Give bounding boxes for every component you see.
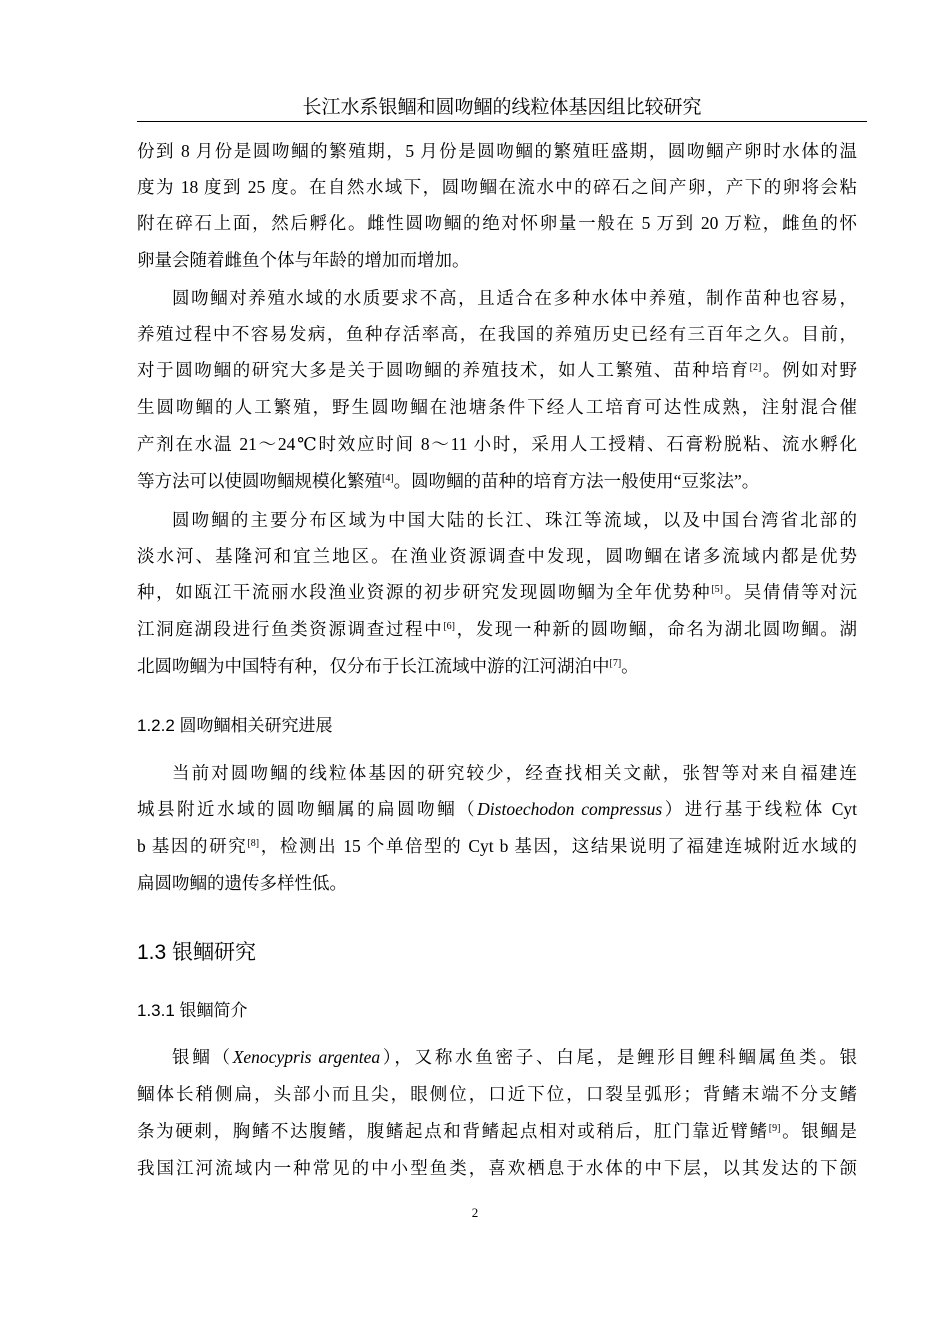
text-run: ）进行基于线粒体 Cyt [662,799,857,819]
text-run: ，发现一种新的圆吻鲴，命名为湖北圆吻鲴。湖 [454,619,858,639]
text-run: 等方法可以使圆吻鲴规模化繁殖 [137,471,382,491]
section-heading: 1.3 银鲴研究 [137,941,257,964]
text-run: 北圆吻鲴为中国特有种，仅分布于长江流域中游的江河湖泊中 [137,656,610,676]
paragraph-line: 当前对圆吻鲴的线粒体基因的研究较少，经查找相关文献，张智等对来自福建连 [172,763,857,783]
paragraph-line: 淡水河、基隆河和宜兰地区。在渔业资源调查中发现，圆吻鲴在诸多流域内都是优势 [137,546,857,566]
running-header: 长江水系银鲴和圆吻鲴的线粒体基因组比较研究 [302,97,702,118]
paragraph-line: 鲴体长稍侧扁，头部小而且尖，眼侧位，口近下位，口裂呈弧形；背鳍末端不分支鳍 [137,1084,857,1104]
text-run: 。 [621,656,639,676]
text-run: 对于圆吻鲴的研究大多是关于圆吻鲴的养殖技术，如人工繁殖、苗种培育 [137,360,750,380]
paragraph-line: 附在碎石上面，然后孵化。雌性圆吻鲴的绝对怀卵量一般在 5 万到 20 万粒，雌鱼的怀 [137,213,857,233]
paragraph-line: 生圆吻鲴的人工繁殖，野生圆吻鲴在池塘条件下经人工培育可达性成熟，注射混合催 [137,397,857,417]
paragraph-line: 养殖过程中不容易发病，鱼种存活率高，在我国的养殖历史已经有三百年之久。目前， [137,324,857,344]
citation-ref: [9] [768,1123,781,1134]
paragraph-line [137,655,857,677]
paragraph-line: 度为 18 度到 25 度。在自然水域下，圆吻鲴在流水中的碎石之间产卵，产下的卵将会粘 [137,177,857,197]
species-name: Xenocypris argentea [232,1047,381,1067]
paragraph-line [137,359,857,381]
text-run: 种，如瓯江干流丽水段渔业资源的初步研究发现圆吻鲴为全年优势种 [137,582,712,602]
citation-ref: [4] [382,473,394,484]
text-run: 条为硬刺，胸鳍不达腹鳍，腹鳍起点和背鳍起点相对或稍后，肛门靠近臂鳍 [137,1121,769,1141]
paragraph-line: 圆吻鲴对养殖水域的水质要求不高，且适合在多种水体中养殖，制作苗种也容易， [172,288,857,308]
text-run: ），又称水鱼密子、白尾，是鲤形目鲤科鲴属鱼类。银 [380,1047,858,1067]
paragraph-line [137,581,857,603]
paragraph-line: 产剂在水温 21～24℃时效应时间 8～11 小时，采用人工授精、石膏粉脱粘、流水孵化 [137,434,857,454]
paragraph-line [137,618,857,640]
citation-ref: [5] [711,584,723,595]
section-heading: 1.2.2 圆吻鲴相关研究进展 [137,716,333,735]
paragraph-line [137,470,857,492]
paragraph-line [137,798,857,820]
text-run: 银鲴（ [172,1047,233,1067]
species-name: Distoechodon compressus [477,799,663,819]
text-run: 。例如对野 [761,360,858,380]
section-heading: 1.3.1 银鲴简介 [137,1001,248,1020]
paragraph-line: 扁圆吻鲴的遗传多样性低。 [137,873,347,893]
text-run: 。吴倩倩等对沅 [723,582,858,602]
text-run: 。银鲴是 [780,1121,857,1141]
paragraph-line [137,1120,857,1142]
paragraph-line: 卵量会随着雌鱼个体与年龄的增加而增加。 [137,250,470,270]
citation-ref: [6] [443,621,455,632]
paragraph-line: 份到 8 月份是圆吻鲴的繁殖期，5 月份是圆吻鲴的繁殖旺盛期，圆吻鲴产卵时水体的温 [137,141,857,161]
text-run: 城县附近水域的圆吻鲴属的扁圆吻鲴（ [137,799,478,819]
paragraph-line: 圆吻鲴的主要分布区域为中国大陆的长江、珠江等流域，以及中国台湾省北部的 [172,510,857,530]
text-run: ，检测出 15 个单倍型的 Cyt b 基因，这结果说明了福建连城附近水域的 [259,836,857,856]
citation-ref: [8] [247,838,260,849]
text-run: 江洞庭湖段进行鱼类资源调查过程中 [137,619,444,639]
page-number: 2 [471,1205,479,1220]
citation-ref: [7] [609,658,622,669]
paragraph-line: 我国江河流域内一种常见的中小型鱼类，喜欢栖息于水体的中下层，以其发达的下颌 [137,1158,857,1178]
citation-ref: [2] [749,362,762,373]
text-run: b 基因的研究 [137,836,248,856]
text-run: 。圆吻鲴的苗种的培育方法一般使用“豆浆法”。 [393,471,760,491]
paragraph-line [137,835,857,857]
paragraph-line [172,1046,857,1068]
header-divider [137,121,867,122]
